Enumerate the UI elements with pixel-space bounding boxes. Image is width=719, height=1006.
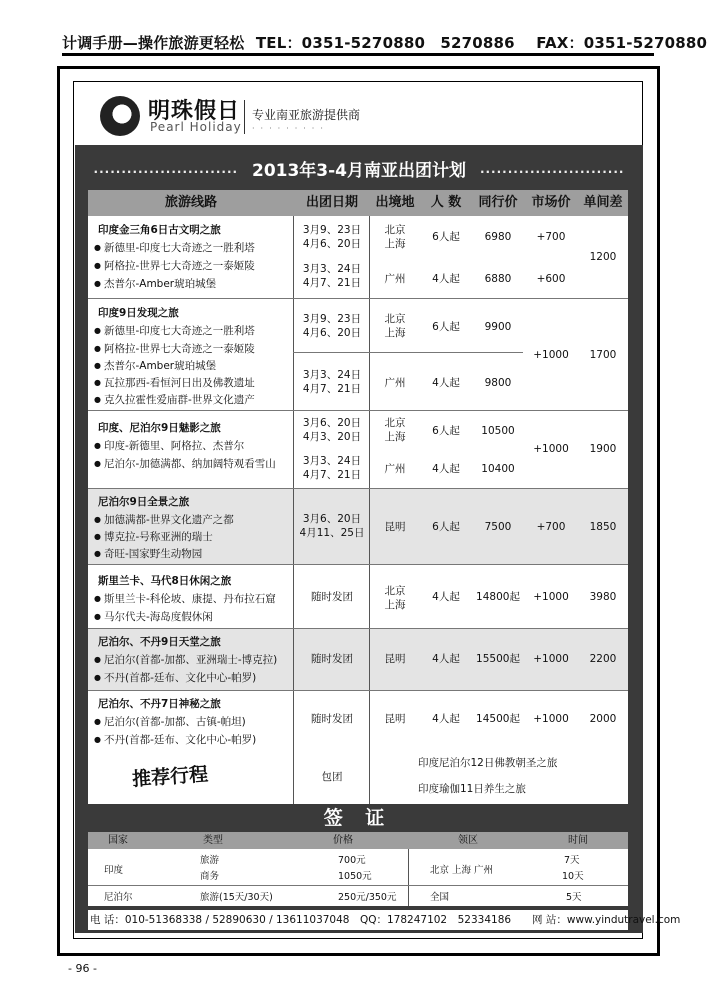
departure: 北京 上海 — [384, 313, 406, 339]
trade-price: 14800起 — [476, 591, 520, 603]
departure: 昆明 — [384, 713, 406, 725]
market-price: +1000 — [533, 653, 569, 665]
route-title: 印度9日发现之旅 — [98, 307, 179, 319]
departure: 广州 — [384, 273, 406, 285]
people: 4人起 — [432, 653, 460, 665]
market-price: +700 — [536, 521, 566, 533]
route-item: ● 尼泊尔(首都-加都、古镇-帕坦) — [94, 714, 246, 729]
single-supplement: 1700 — [589, 349, 617, 361]
route-item: ● 尼泊尔-加德满都、纳加阔特观看雪山 — [94, 456, 276, 471]
dates: 3月3、24日 4月7、21日 — [302, 455, 362, 481]
route-item: ● 新德里-印度七大奇迹之一胜利塔 — [94, 323, 255, 338]
route-item: ● 克久拉霍性爱庙群-世界文化遗产 — [94, 392, 255, 407]
visa-col-time: 时间 — [568, 835, 588, 846]
trade-price: 6980 — [484, 231, 512, 243]
recommended-item: 印度尼泊尔12日佛教朝圣之旅 — [418, 757, 558, 769]
route-title: 尼泊尔、不丹9日天堂之旅 — [98, 636, 221, 648]
pearl-logo-icon — [100, 96, 140, 136]
single-supplement: 2200 — [589, 653, 617, 665]
route-item: ● 阿格拉-世界七大奇迹之一泰姬陵 — [94, 341, 255, 356]
route-item: ● 不丹(首都-廷布、文化中心-帕罗) — [94, 732, 256, 747]
market-price: +1000 — [533, 443, 569, 455]
trade-price: 15500起 — [476, 653, 520, 665]
dates: 3月3、24日 4月7、21日 — [302, 263, 362, 289]
visa-col-region: 领区 — [458, 835, 478, 846]
dates: 随时发团 — [311, 713, 353, 725]
col-route: 旅游线路 — [164, 195, 217, 210]
market-price: +1000 — [533, 713, 569, 725]
col-departure: 出境地 — [375, 195, 415, 210]
visa-price: 250元/350元 — [338, 892, 397, 903]
table-header — [88, 190, 628, 216]
recommended-label: 推荐行程 — [131, 763, 209, 791]
visa-table — [88, 832, 628, 906]
brand-tagline: 专业南亚旅游提供商 — [252, 108, 361, 122]
banner-dots-right: ·························· — [479, 165, 625, 179]
route-item: ● 瓦拉那西-看恒河日出及佛教遗址 — [94, 375, 255, 390]
people: 4人起 — [432, 377, 460, 389]
trade-price: 10400 — [481, 463, 515, 475]
brand-name-en: Pearl Holiday — [150, 120, 242, 134]
people: 6人起 — [432, 321, 460, 333]
col-single-supplement: 单间差 — [583, 195, 623, 210]
grid-line — [408, 849, 409, 906]
people: 4人起 — [432, 713, 460, 725]
visa-time: 7天 — [564, 855, 580, 866]
route-title: 斯里兰卡、马代8日休闲之旅 — [98, 575, 232, 587]
departure: 昆明 — [384, 653, 406, 665]
route-title: 印度金三角6日古文明之旅 — [98, 224, 221, 236]
trade-price: 9900 — [484, 321, 512, 333]
row-separator — [88, 690, 628, 691]
people: 6人起 — [432, 521, 460, 533]
route-item: ● 阿格拉-世界七大奇迹之一泰姬陵 — [94, 258, 255, 273]
dates: 3月6、20日 4月11、25日 — [299, 513, 365, 539]
col-people: 人 数 — [430, 195, 462, 210]
col-trade-price: 同行价 — [478, 195, 518, 210]
visa-col-country: 国家 — [108, 835, 128, 846]
departure: 昆明 — [384, 521, 406, 533]
recommended-type: 包团 — [321, 771, 343, 783]
route-item: ● 杰普尔-Amber琥珀城堡 — [94, 276, 216, 291]
col-date: 出团日期 — [305, 195, 358, 210]
visa-type: 旅游(15天/30天) — [200, 892, 273, 903]
route-title: 印度、尼泊尔9日魅影之旅 — [98, 422, 221, 434]
visa-title: 签 证 — [323, 807, 393, 829]
route-item: ● 加德满都-世界文化遗产之都 — [94, 512, 234, 527]
people: 6人起 — [432, 425, 460, 437]
people: 4人起 — [432, 591, 460, 603]
brand-logo — [100, 94, 400, 140]
visa-time: 10天 — [562, 871, 584, 882]
visa-header — [88, 832, 628, 849]
route-item: ● 斯里兰卡-科伦坡、康提、丹布拉石窟 — [94, 591, 276, 606]
trade-price: 7500 — [484, 521, 512, 533]
visa-region: 全国 — [430, 892, 450, 903]
visa-region: 北京 上海 广州 — [430, 865, 494, 876]
single-supplement: 2000 — [589, 713, 617, 725]
visa-price: 1050元 — [338, 871, 372, 882]
banner-dots-left: ·························· — [93, 165, 239, 179]
market-price: +600 — [536, 273, 566, 285]
visa-col-type: 类型 — [203, 835, 223, 846]
departure: 北京 上海 — [384, 417, 406, 443]
route-title: 尼泊尔、不丹7日神秘之旅 — [98, 698, 221, 710]
header-tel: TEL：0351-5270880 5270886 — [255, 34, 515, 52]
dates: 随时发团 — [311, 591, 353, 603]
people: 4人起 — [432, 273, 460, 285]
trade-price: 10500 — [481, 425, 515, 437]
trade-price: 6880 — [484, 273, 512, 285]
tour-schedule-table — [88, 190, 628, 804]
schedule-title: 2013年3-4月南亚出团计划 — [251, 161, 467, 181]
recommended-item: 印度瑜伽11日养生之旅 — [418, 783, 526, 795]
dates: 随时发团 — [311, 653, 353, 665]
visa-price: 700元 — [338, 855, 366, 866]
market-price: +1000 — [533, 349, 569, 361]
route-item: ● 印度-新德里、阿格拉、杰普尔 — [94, 438, 244, 453]
visa-country: 印度 — [104, 865, 124, 876]
row-separator — [88, 564, 628, 565]
route-item: ● 杰普尔-Amber琥珀城堡 — [94, 358, 216, 373]
single-supplement: 1850 — [589, 521, 617, 533]
schedule-banner — [90, 156, 628, 186]
people: 4人起 — [432, 463, 460, 475]
visa-col-price: 价格 — [333, 835, 353, 846]
visa-time: 5天 — [566, 892, 582, 903]
single-supplement: 1900 — [589, 443, 617, 455]
brand-name-cn: 明珠假日 — [148, 99, 241, 124]
departure: 广州 — [384, 377, 406, 389]
route-item: ● 新德里-印度七大奇迹之一胜利塔 — [94, 240, 255, 255]
route-item: ● 博克拉-号称亚洲的瑞士 — [94, 529, 213, 544]
trade-price: 14500起 — [476, 713, 520, 725]
visa-type: 商务 — [200, 871, 220, 882]
market-price: +1000 — [533, 591, 569, 603]
single-supplement: 3980 — [589, 591, 617, 603]
row-separator — [88, 298, 628, 299]
departure: 北京 上海 — [384, 585, 406, 611]
page-header — [62, 32, 708, 56]
market-price: +700 — [536, 231, 566, 243]
single-supplement: 1200 — [589, 251, 617, 263]
logo-divider — [244, 100, 245, 134]
contact-footer: 电 话：010-51368338 / 52890630 / 13611037048 QQ：178247102 52334186 网 站：www.yindutravel.com — [88, 910, 628, 930]
row-separator — [88, 410, 628, 411]
row-separator — [88, 488, 628, 489]
header-fax: FAX：0351-5270880 — [536, 34, 708, 52]
route-item: ● 不丹(首都-廷布、文化中心-帕罗) — [94, 670, 256, 685]
dates: 3月9、23日 4月6、20日 — [302, 224, 362, 250]
trade-price: 9800 — [484, 377, 512, 389]
tagline-dots: ········· — [252, 124, 329, 133]
departure: 北京 上海 — [384, 224, 406, 250]
visa-country: 尼泊尔 — [104, 892, 133, 903]
departure: 广州 — [384, 463, 406, 475]
row-separator — [88, 628, 628, 629]
page-number: - 96 - — [68, 962, 97, 975]
visa-type: 旅游 — [200, 855, 220, 866]
header-slogan: 计调手册—操作旅游更轻松 — [62, 34, 245, 52]
dates: 3月6、20日 4月3、20日 — [302, 417, 362, 443]
row-separator — [88, 885, 628, 886]
route-item: ● 马尔代夫-海岛度假休闲 — [94, 609, 213, 624]
dates: 3月3、24日 4月7、21日 — [302, 369, 362, 395]
route-item: ● 奇旺-国家野生动物园 — [94, 546, 202, 561]
people: 6人起 — [432, 231, 460, 243]
route-title: 尼泊尔9日全景之旅 — [98, 496, 190, 508]
route-item: ● 尼泊尔(首都-加都、亚洲瑞士-博克拉) — [94, 652, 277, 667]
sub-row-separator — [293, 352, 523, 353]
col-market-price: 市场价 — [531, 195, 571, 210]
dates: 3月9、23日 4月6、20日 — [302, 313, 362, 339]
